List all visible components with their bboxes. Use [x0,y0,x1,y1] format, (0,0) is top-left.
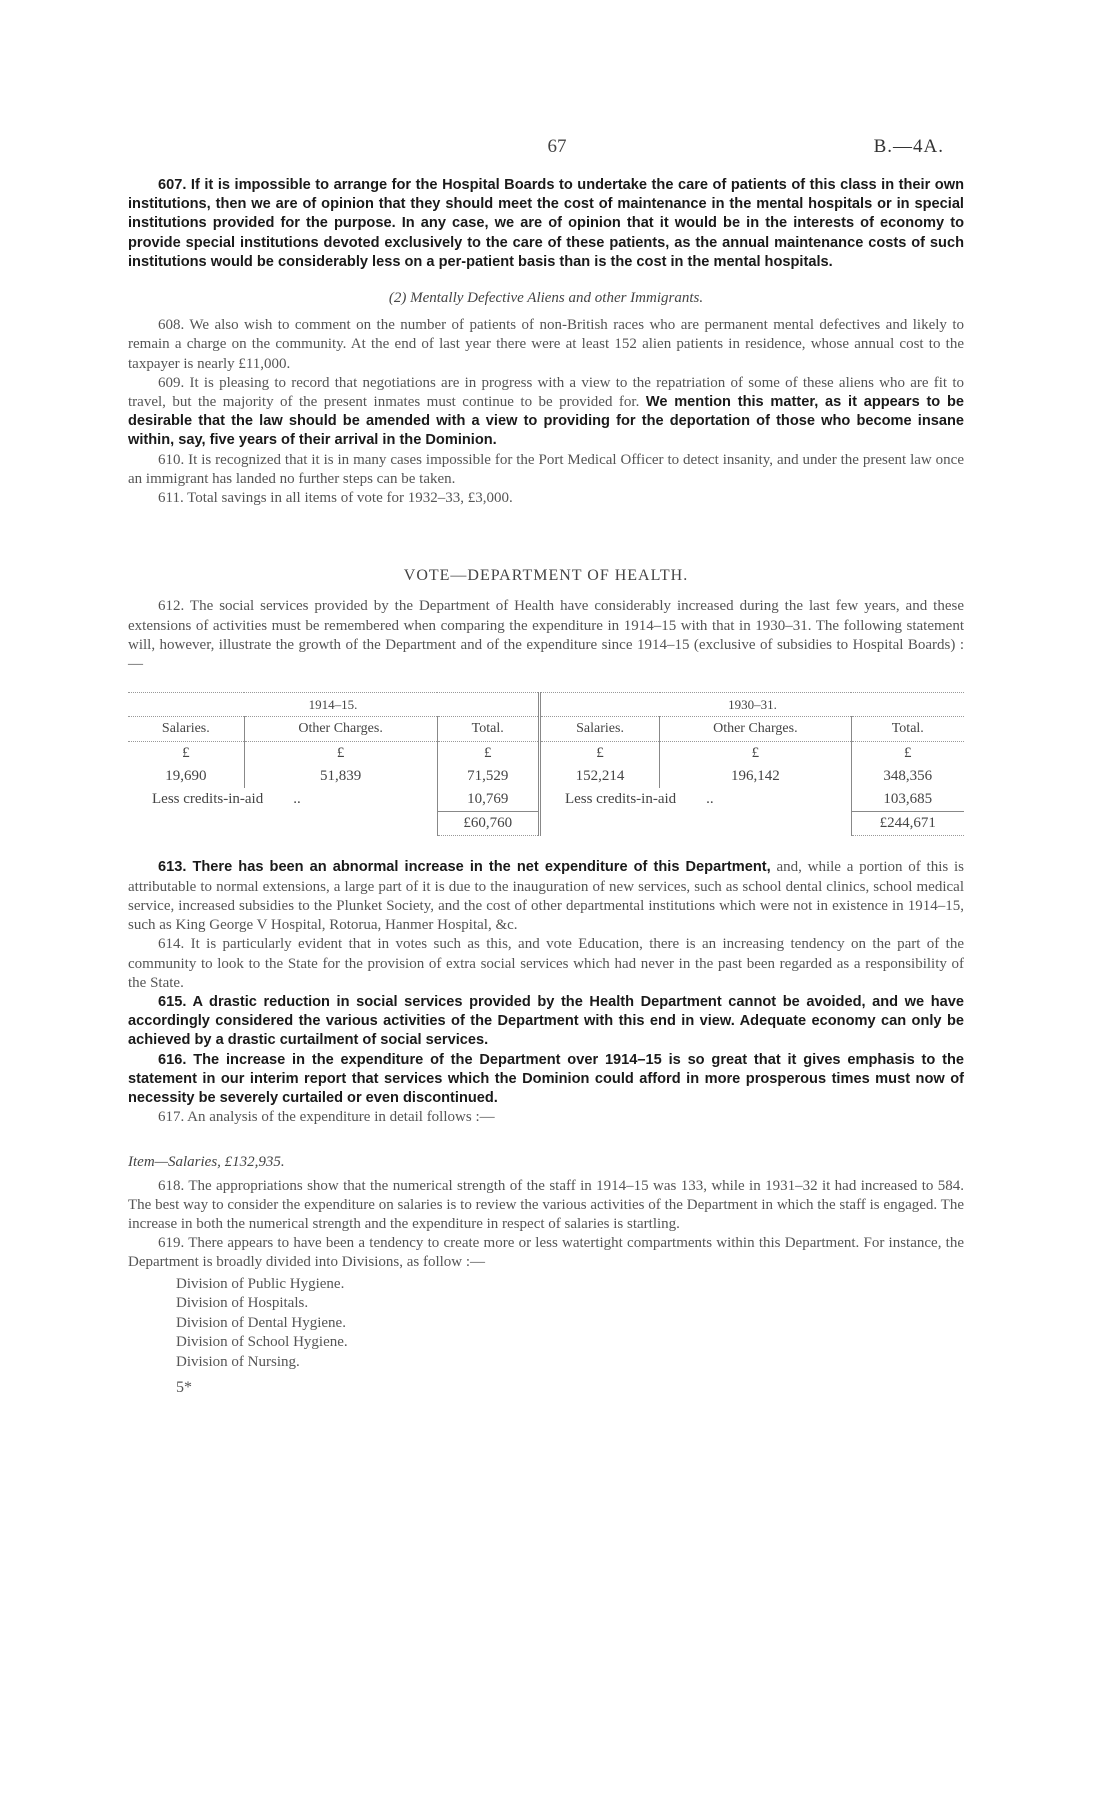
paragraph-607: 607. If it is impossible to arrange for the Hospital Boards to undertake the care of patients of this class in their own institutions, then we are of opinion that they should meet the cost of maintenance in the mental hospitals or in special institutions provided for the purpose. In any case, we are of opinion that it would be in the interests of economy to provide special institutions devoted exclusively to the care of these patients, as the annual maintenance costs of such institutions would be considerably less on a per-patient basis than is the cost in the mental hospitals. [128,177,964,270]
paragraph-611: 611. Total savings in all items of vote for 1932–33, £3,000. [158,490,513,507]
table-row-units [128,741,964,765]
paragraph-609 [128,374,964,451]
unit-cell: £ [182,744,190,761]
net-1930-value: £244,671 [851,812,964,836]
period-1930-31: 1930–31. [539,693,964,717]
divisions-list [176,1275,964,1373]
page-header [0,136,1114,160]
paragraph-609-emphasis: We mention this matter, as it appears to be desirable that the law should be amended with a view to providing for the deportation of those who become insane within, say, five years of their arrival in the Dominion. [128,394,965,449]
col-other-1914: Other Charges. [244,717,437,741]
table-column-header [128,717,964,741]
page-number: 67 [547,136,567,157]
net-spacer [128,812,437,836]
salaries-1914-value: 19,690 [165,767,207,784]
item-heading: Item—Salaries, £132,935. [128,1154,285,1171]
unit-cell: £ [539,741,659,765]
paragraph-613-text: and, while a portion of this is attributable to normal extensions, a large part of it is due to the inauguration of new services, such as school dental clinics, school medical service, increased subsidies to the Plunket Society, and the cost of other departmental institutions which were not in existence in 1914–15, such as King George V Hospital, Rotorua, Hanmer Hospital, &c. [128,859,964,934]
list-item: Division of Dental Hygiene. [176,1314,346,1331]
less-credits-text: Less credits-in-aid [564,791,677,808]
list-item: Division of Hospitals. [176,1295,309,1312]
paragraph-616: 616. The increase in the expenditure of the Department over 1914–15 is so great that it gives emphasis to the statement in our interim report that services which the Dominion could afford in more prosperous times must now of necessity be severely curtailed or even discontinued. [128,1051,964,1106]
section-subheading: (2) Mentally Defective Aliens and other Immigrants. [388,290,704,307]
table-row-net [128,812,964,836]
credits-1914-value: 10,769 [437,788,539,812]
list-item: Division of School Hygiene. [176,1334,348,1351]
unit-cell: £ [244,741,437,765]
table-row-credits [128,788,964,812]
dot-leader: .. [293,791,301,808]
paragraph-609-text: 609. It is pleasing to record that negotiations are in progress with a view to the repatriation of some of these aliens who are fit to travel, but the majority of the present inmates must continue to be provided for. [128,374,964,411]
col-total-1914: Total. [437,717,539,741]
unit-cell: £ [851,741,964,765]
paragraph-615: 615. A drastic reduction in social services provided by the Health Department cannot be avoided, and we have accordingly considered the various activities of the Department with this end in view. Adequate economy can only be achieved by a drastic curtailment of social services. [128,993,964,1049]
paragraph-613-emphasis: 613. There has been an abnormal increase in the net expenditure of this Department, [158,859,771,876]
salaries-1930-value: 152,214 [539,765,659,788]
credits-label-1914 [128,788,437,812]
list-item: Division of Public Hygiene. [176,1275,345,1292]
dot-leader: .. [706,791,714,808]
credits-1930-value: 103,685 [851,788,964,812]
paragraph-618: 618. The appropriations show that the numerical strength of the staff in 1914–15 was 133, while in 1931–32 it had increased to 584. The best way to consider the expenditure on salaries is to review the various activities of the Department in which the staff is engaged. The increase in both the numerical strength and the expenditure in respect of salaries is startling. [128,1177,964,1232]
col-salaries-1930: Salaries. [539,717,659,741]
paragraph-614: 614. It is particularly evident that in votes such as this, and vote Education, there is an increasing tendency on the part of the community to look to the State for the provision of extra social services which had never in the past been regarded as a responsibility of the State. [128,936,964,991]
other-1914-value: 51,839 [244,765,437,788]
net-spacer [539,812,851,836]
table-row-gross [128,765,964,788]
expenditure-table [128,692,964,836]
paragraph-612: 612. The social services provided by the Department of Health have considerably increased during the last few years, and these extensions of activities must be remembered when comparing the expenditure in 1914–15 with that in 1930–31. The following statement will, however, illustrate the growth of the Department and of the expenditure since 1914–15 (exclusive of subsidies to Hospital Boards) :— [128,598,964,673]
other-1930-value: 196,142 [660,765,851,788]
col-salaries-1914: Salaries. [128,717,244,741]
less-credits-text: Less credits-in-aid [152,791,264,808]
table-period-header [128,693,964,717]
document-reference: B.—4A. [873,136,944,157]
list-item: Division of Nursing. [176,1353,300,1370]
document-body [128,176,964,1397]
col-other-1930: Other Charges. [660,717,851,741]
col-total-1930: Total. [851,717,964,741]
signature-mark: 5* [176,1379,192,1397]
unit-cell: £ [660,741,851,765]
unit-cell: £ [437,741,539,765]
total-1914-value: 71,529 [437,765,539,788]
period-1914-15: 1914–15. [128,693,539,717]
paragraph-610: 610. It is recognized that it is in many cases impossible for the Port Medical Officer to detect insanity, and under the present law once an immigrant has landed no further steps can be taken. [128,451,964,487]
paragraph-613 [128,858,964,935]
total-1930-value: 348,356 [851,765,964,788]
paragraph-619: 619. There appears to have been a tendency to create more or less watertight compartments within this Department. For instance, the Department is broadly divided into Divisions, as follow :— [128,1235,964,1271]
net-1914-value: £60,760 [437,812,539,836]
vote-heading: VOTE—DEPARTMENT OF HEALTH. [403,567,689,585]
paragraph-608: 608. We also wish to comment on the number of patients of non-British races who are permanent mental defectives and likely to remain a charge on the community. At the end of last year there were at least 152 alien patients in residence, whose annual cost to the taxpayer is nearly £11,000. [128,317,964,372]
credits-label-1930 [539,788,851,812]
paragraph-617: 617. An analysis of the expenditure in detail follows :— [158,1109,495,1126]
